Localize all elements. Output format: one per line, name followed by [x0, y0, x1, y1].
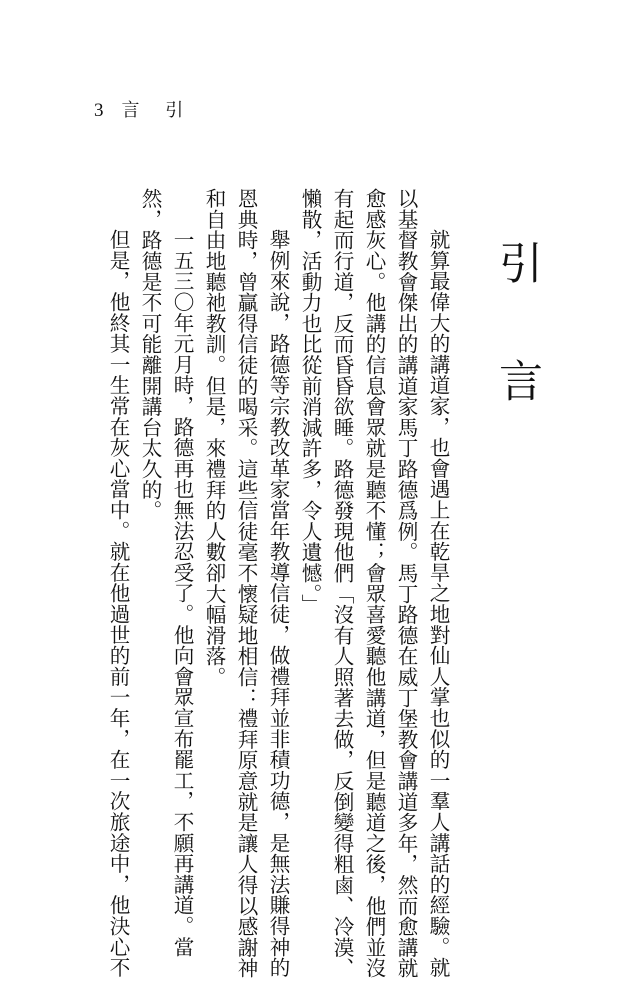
text-column: 就算最偉大的講道家，也會遇上在乾旱之地對仙人掌也似的一羣人講話的經驗。就	[426, 229, 450, 978]
text-column: 舉例來說，路德等宗教改革家當年教導信徒，做禮拜並非積功德，是無法賺得神的	[266, 229, 290, 978]
text-column: 懶散，活動力也比從前消減許多，令人遺憾。」	[298, 188, 322, 615]
text-column: 但是，他終其一生常在灰心當中。就在他過世的前一年，在一次旅途中，他決心不	[106, 229, 130, 978]
text-column: 愈感灰心。他講的信息會眾就是聽不懂；會眾喜愛聽他講道，但是聽道之後，他們並沒	[362, 188, 386, 979]
text-column: 以基督教會傑出的講道家馬丁路德爲例。馬丁路德在威丁堡教會講道多年，然而愈講就	[394, 188, 418, 979]
text-column: 和自由地聽祂教訓。但是，來禮拜的人數卻大幅滑落。	[202, 188, 226, 688]
text-column: 然，路德是不可能離開講台太久的。	[138, 188, 162, 521]
page-header	[94, 96, 193, 122]
text-column: 一五三〇年元月時，路德再也無法忍受了。他向會眾宣布罷工，不願再講道。當	[170, 229, 194, 957]
chapter-title: 引 言	[491, 240, 542, 432]
body-text	[106, 188, 454, 979]
text-column: 有起而行道，反而昏昏欲睡。路德發現他們「沒有人照著去做，反倒變得粗鹵、冷漠、	[330, 188, 354, 979]
text-column: 恩典時，曾贏得信徒的喝采。這些信徒毫不懷疑地相信：禮拜原意就是讓人得以感謝神	[234, 188, 258, 979]
running-title: 言 引	[121, 100, 194, 121]
page-number: 3	[94, 100, 104, 121]
